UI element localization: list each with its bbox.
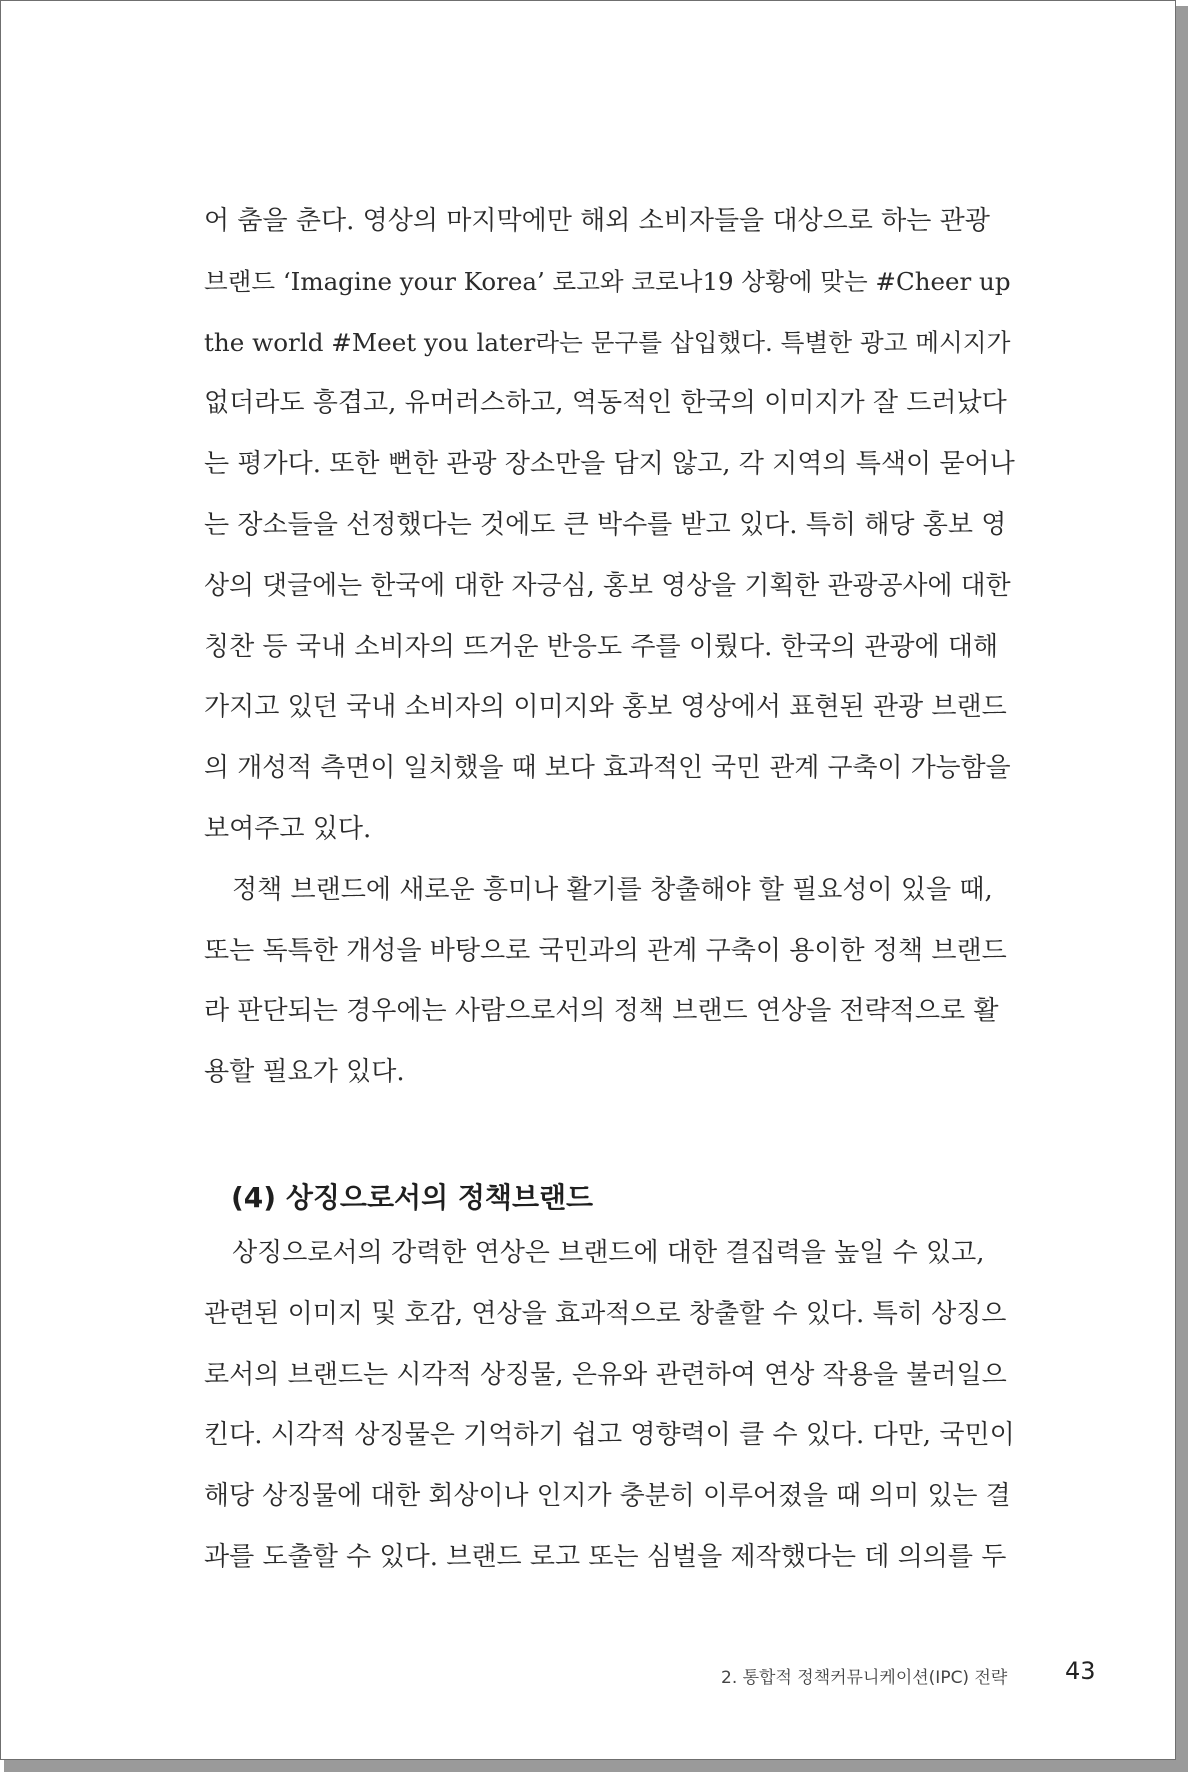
text-line: 해당 상징물에 대한 회상이나 인지가 충분히 이루어졌을 때 의미 있는 결: [204, 1481, 1011, 1512]
text-line: 의 개성적 측면이 일치했을 때 보다 효과적인 국민 관계 구축이 가능함을: [204, 753, 1011, 784]
text-line: 는 장소들을 선정했다는 것에도 큰 박수를 받고 있다. 특히 해당 홍보 영: [204, 509, 1007, 540]
section-heading: (4) 상징으로서의 정책브랜드: [231, 1181, 594, 1214]
text-line: 상의 댓글에는 한국에 대한 자긍심, 홍보 영상을 기획한 관광공사에 대한: [204, 570, 1011, 601]
running-head: 2. 통합적 정책커뮤니케이션(IPC) 전략: [721, 1668, 1008, 1688]
text-line: 칭찬 등 국내 소비자의 뜨거운 반응도 주를 이뤘다. 한국의 관광에 대해: [204, 631, 999, 662]
text-line: 상징으로서의 강력한 연상은 브랜드에 대한 결집력을 높일 수 있고,: [232, 1238, 985, 1268]
text-line: 어 춤을 춘다. 영상의 마지막에만 해외 소비자들을 대상으로 하는 관광: [204, 206, 990, 236]
text-line: 관련된 이미지 및 호감, 연상을 효과적으로 창출할 수 있다. 특히 상징으: [204, 1298, 1007, 1329]
body-text-block-1: [204, 191, 1015, 1103]
text-line: 가지고 있던 국내 소비자의 이미지와 홍보 영상에서 표현된 관광 브랜드: [204, 692, 1007, 723]
text-line: 킨다. 시각적 상징물은 기억하기 쉽고 영향력이 클 수 있다. 다만, 국민이: [204, 1420, 1015, 1451]
text-line: the world #Meet you later라는 문구를 삽입했다. 특별한 광고 메시지가: [204, 327, 1011, 357]
page-footer: [1, 1653, 1175, 1693]
text-line: 보여주고 있다.: [204, 813, 372, 844]
text-line: 브랜드 ‘Imagine your Korea’ 로고와 코로나19 상황에 맞는 #Cheer up: [204, 266, 1011, 296]
text-line: 라 판단되는 경우에는 사람으로서의 정책 브랜드 연상을 전략적으로 활: [204, 996, 999, 1027]
text-line: 없더라도 흥겹고, 유머러스하고, 역동적인 한국의 이미지가 잘 드러났다: [204, 388, 1007, 419]
text-line: 또는 독특한 개성을 바탕으로 국민과의 관계 구축이 용이한 정책 브랜드: [204, 935, 1007, 966]
text-line: 용할 필요가 있다.: [204, 1057, 405, 1088]
text-line: 과를 도출할 수 있다. 브랜드 로고 또는 심벌을 제작했다는 데 의의를 두: [204, 1541, 1007, 1572]
text-line: 정책 브랜드에 새로운 흥미나 활기를 창출해야 할 필요성이 있을 때,: [232, 874, 993, 905]
text-line: 로서의 브랜드는 시각적 상징물, 은유와 관련하여 연상 작용을 불러일으: [204, 1359, 1007, 1390]
text-line: 는 평가다. 또한 뻔한 관광 장소만을 담지 않고, 각 지역의 특색이 묻어나: [204, 449, 1015, 480]
page-number: 43: [1065, 1657, 1096, 1685]
body-text-block-2: [204, 1223, 1015, 1588]
